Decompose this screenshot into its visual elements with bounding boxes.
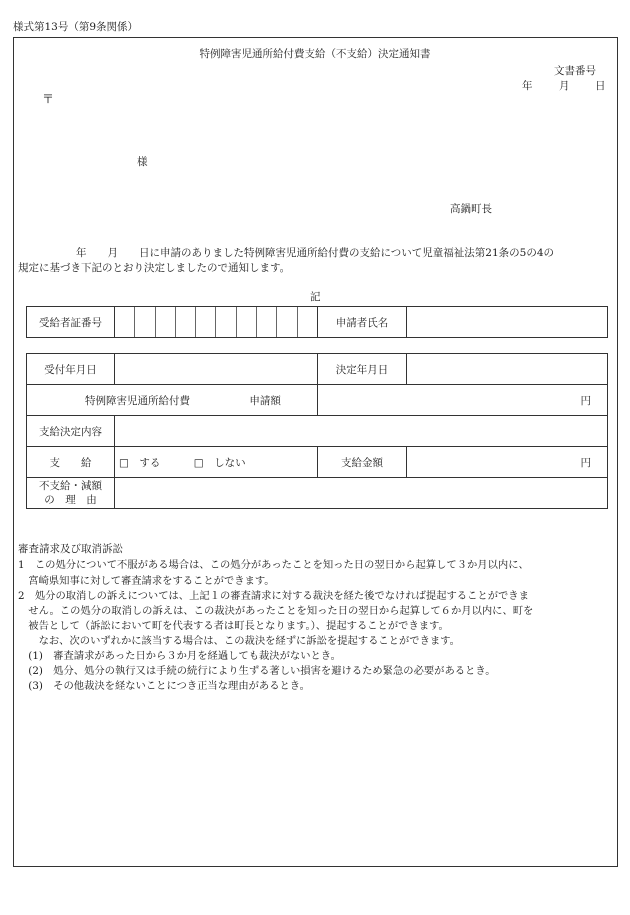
honorific: 様 xyxy=(137,156,148,168)
notice-heading: 審査請求及び取消訴訟 xyxy=(18,543,123,555)
date-day: 日 xyxy=(595,80,606,92)
yen-unit: 円 xyxy=(580,394,591,407)
notice-line: (1) 審査請求があった日から３か月を経過しても裁決がないとき。 xyxy=(18,650,341,662)
body-text-line-2: 規定に基づき下記のとおり決定しましたので通知します。 xyxy=(18,262,291,274)
postal-mark: 〒 xyxy=(42,92,55,106)
decision-date-label: 決定年月日 xyxy=(318,354,407,385)
payment-amount-field[interactable] xyxy=(407,447,608,478)
benefit-label: 特例障害児通所給付費 xyxy=(85,394,190,407)
notice-line: なお、次のいずれかに該当する場合は、この裁決を経ずに訴訟を提起することができます。 xyxy=(18,635,460,647)
reason-label xyxy=(27,478,115,509)
form-number: 様式第13号（第9条関係） xyxy=(13,21,139,33)
decision-detail-field[interactable] xyxy=(115,416,608,447)
notice-line: 1 この処分について不服がある場合は、この処分があったことを知った日の翌日から起算して３か月以内に、 xyxy=(18,559,529,571)
decision-detail-label: 支給決定内容 xyxy=(27,416,115,447)
body-text-line-1: 年 月 日に申請のありました特例障害児通所給付費の支給について児童福祉法第21条の5の4の xyxy=(76,247,555,259)
issuer-name: 高鍋町長 xyxy=(450,203,492,215)
payment-label: 支 給 xyxy=(27,447,115,478)
received-date-field[interactable] xyxy=(115,354,318,385)
received-date-label: 受付年月日 xyxy=(27,354,115,385)
payment-amount-label: 支給金額 xyxy=(318,447,407,478)
reason-field[interactable] xyxy=(115,478,608,509)
applicant-name-field[interactable] xyxy=(407,307,608,338)
recipient-table xyxy=(26,306,608,338)
yen-unit: 円 xyxy=(580,456,591,469)
notice-line: 被告として（訴訟において町を代表する者は町長となります。）、提起することができます。 xyxy=(18,620,449,632)
benefit-row-label xyxy=(27,385,318,416)
reason-label-line-1: 不支給・減額 xyxy=(39,480,102,492)
notice-line: 宮崎県知事に対して審査請求をすることができます。 xyxy=(18,575,275,587)
doc-number-label: 文書番号 xyxy=(554,65,596,77)
payment-options xyxy=(115,447,318,478)
applicant-name-label: 申請者氏名 xyxy=(318,307,407,338)
decision-table xyxy=(26,353,608,509)
reason-label-line-2: の 理 由 xyxy=(44,494,97,506)
applied-amount-label: 申請額 xyxy=(249,394,281,407)
notice-line: 2 処分の取消しの訴えについては、上記１の審査請求に対する裁決を経た後でなければ提起することができま xyxy=(18,590,529,602)
ki-heading: 記 xyxy=(310,291,321,303)
payment-yes-checkbox[interactable]: □ する xyxy=(119,456,161,469)
recipient-no-label: 受給者証番号 xyxy=(27,307,115,338)
date-month: 月 xyxy=(559,80,570,92)
notice-line: せん。この処分の取消しの訴えは、この裁決があったことを知った日の翌日から起算して６か月以内に、町を xyxy=(18,605,534,617)
date-year: 年 xyxy=(522,80,533,92)
notice-line: (3) その他裁決を経ないことにつき正当な理由があるとき。 xyxy=(18,680,310,692)
recipient-no-boxes[interactable] xyxy=(115,307,318,338)
decision-date-field[interactable] xyxy=(407,354,608,385)
document-title: 特例障害児通所給付費支給（不支給）決定通知書 xyxy=(199,48,431,60)
applied-amount-field[interactable] xyxy=(318,385,608,416)
notice-line: (2) 処分、処分の執行又は手続の続行により生ずる著しい損害を避けるため緊急の必要があるとき。 xyxy=(18,665,496,677)
payment-no-checkbox[interactable]: □ しない xyxy=(193,456,246,469)
